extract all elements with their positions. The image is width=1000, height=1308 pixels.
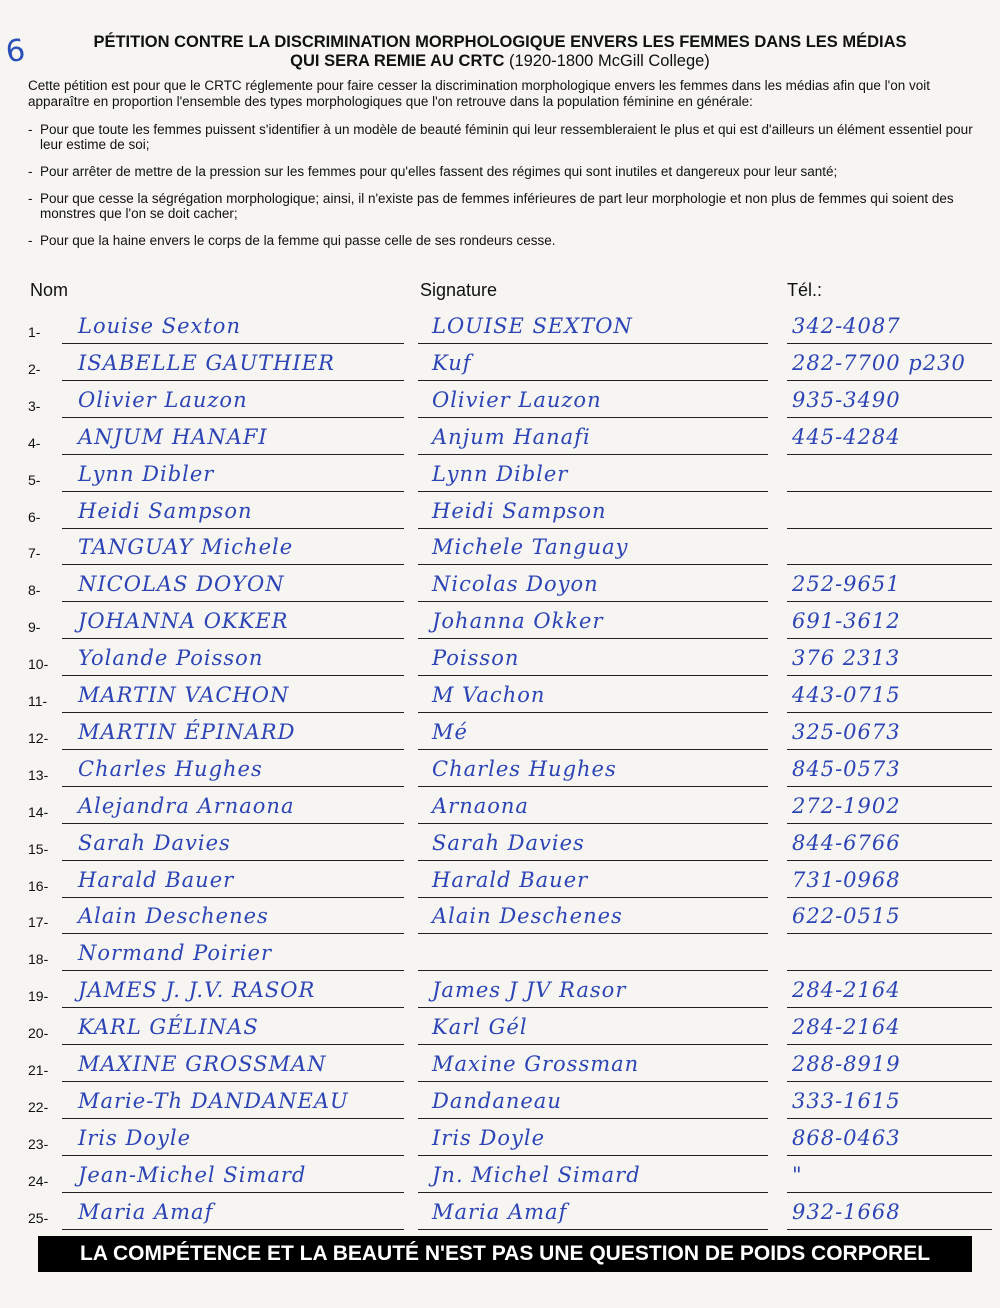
table-row: [0, 423, 1000, 460]
phone-line: [787, 712, 992, 713]
table-row: [0, 718, 1000, 755]
row-number: 3-: [28, 397, 41, 414]
name-line: [62, 897, 404, 898]
handwritten-name: ANJUM HANAFI: [78, 424, 268, 449]
row-number: 19-: [28, 988, 49, 1005]
bullet-item: - Pour arrêter de mettre de la pression sur les femmes pour qu'elles fassent des régimes qui sont inutiles et dangereux pour leur santé;: [28, 164, 978, 179]
table-row: [0, 755, 1000, 792]
table-row: [0, 1161, 1000, 1198]
phone-line: [787, 343, 992, 344]
handwritten-phone: 288-8919: [792, 1052, 901, 1076]
phone-line: [787, 601, 992, 602]
signature-line: [418, 1118, 768, 1119]
handwritten-signature: Charles Hughes: [432, 756, 617, 781]
name-line: [62, 454, 404, 455]
handwritten-signature: M Vachon: [432, 683, 546, 707]
handwritten-signature: James J JV Rasor: [432, 978, 627, 1003]
name-line: [62, 1044, 404, 1045]
signature-line: [418, 860, 768, 861]
name-line: [62, 601, 404, 602]
name-line: [62, 786, 404, 787]
handwritten-name: MAXINE GROSSMAN: [78, 1052, 327, 1076]
signature-line: [418, 454, 768, 455]
handwritten-name: Alejandra Arnaona: [78, 793, 295, 818]
phone-line: [787, 1229, 992, 1230]
table-row: [0, 976, 1000, 1013]
handwritten-name: Maria Amaf: [78, 1199, 214, 1224]
signature-line: [418, 564, 768, 565]
name-line: [62, 860, 404, 861]
name-line: [62, 1081, 404, 1082]
handwritten-signature: Anjum Hanafi: [432, 424, 591, 449]
handwritten-phone: 252-9651: [792, 572, 901, 597]
row-number: 13-: [28, 766, 49, 783]
handwritten-signature: Sarah Davies: [432, 830, 585, 855]
row-number: 17-: [28, 914, 49, 931]
signature-line: [418, 970, 768, 971]
signature-line: [418, 1192, 768, 1193]
handwritten-phone: 376 2313: [792, 646, 901, 671]
row-number: 20-: [28, 1025, 49, 1042]
handwritten-phone: 342-4087: [792, 314, 901, 338]
table-row: [0, 1013, 1000, 1050]
handwritten-name: MARTIN ÉPINARD: [78, 719, 296, 744]
row-number: 25-: [28, 1209, 49, 1226]
handwritten-name: JOHANNA OKKER: [78, 609, 289, 634]
table-row: [0, 497, 1000, 534]
table-row: [0, 644, 1000, 681]
name-line: [62, 1118, 404, 1119]
handwritten-phone: 272-1902: [792, 793, 901, 818]
handwritten-name: JAMES J. J.V. RASOR: [78, 978, 316, 1003]
name-line: [62, 712, 404, 713]
handwritten-signature: Heidi Sampson: [432, 498, 607, 523]
row-number: 22-: [28, 1098, 49, 1115]
handwritten-phone: 333-1615: [792, 1088, 901, 1113]
table-row: [0, 386, 1000, 423]
handwritten-signature: Karl Gél: [432, 1015, 528, 1040]
row-number: 21-: [28, 1062, 49, 1078]
phone-line: [787, 1081, 992, 1082]
header-signature: Signature: [420, 280, 498, 300]
signature-line: [418, 491, 768, 492]
signature-line: [418, 1155, 768, 1156]
table-row: [0, 1050, 1000, 1087]
table-row: [0, 681, 1000, 718]
row-number: 11-: [28, 693, 48, 709]
handwritten-name: MARTIN VACHON: [78, 683, 290, 707]
signature-line: [418, 1007, 768, 1008]
phone-line: [787, 380, 992, 381]
table-row: [0, 792, 1000, 829]
signature-line: [418, 343, 768, 344]
signature-line: [418, 601, 768, 602]
handwritten-name: Louise Sexton: [78, 314, 241, 338]
phone-line: [787, 823, 992, 824]
signature-line: [418, 417, 768, 418]
handwritten-signature: Arnaona: [432, 793, 529, 818]
phone-line: [787, 528, 992, 529]
table-row: [0, 902, 1000, 939]
handwritten-phone: 731-0968: [792, 867, 901, 892]
phone-line: [787, 860, 992, 861]
handwritten-signature: Jn. Michel Simard: [432, 1162, 641, 1187]
handwritten-signature: Nicolas Doyon: [432, 572, 599, 597]
handwritten-name: Olivier Lauzon: [78, 387, 248, 412]
row-number: 24-: [28, 1172, 49, 1189]
name-line: [62, 823, 404, 824]
phone-line: [787, 1155, 992, 1156]
handwritten-phone: 868-0463: [792, 1125, 901, 1150]
handwritten-signature: Lynn Dibler: [432, 461, 569, 486]
phone-line: [787, 564, 992, 565]
signature-line: [418, 638, 768, 639]
handwritten-name: Lynn Dibler: [78, 461, 215, 486]
row-number: 6-: [28, 508, 41, 525]
row-number: 9-: [28, 619, 41, 636]
handwritten-phone: 284-2164: [792, 1015, 901, 1040]
title-line-2-bold: QUI SERA REMIE AU CRTC: [290, 52, 505, 70]
signature-line: [418, 675, 768, 676]
table-row: [0, 570, 1000, 607]
page-mark: 6: [3, 32, 28, 71]
row-number: 4-: [28, 434, 41, 451]
handwritten-name: KARL GÉLINAS: [78, 1015, 259, 1040]
phone-line: [787, 933, 992, 934]
title-line-2: [20, 52, 980, 71]
signature-line: [418, 1229, 768, 1230]
name-line: [62, 343, 404, 344]
header-tel: Tél.:: [787, 280, 823, 300]
bullet-item: - Pour que cesse la ségrégation morphologique; ainsi, il n'existe pas de femmes inférieures de part leur morphologie et non plus de femmes qui soient des monstres que l'on se doit cacher;: [28, 191, 978, 221]
row-number: 18-: [28, 951, 49, 968]
handwritten-signature: Alain Deschenes: [432, 904, 623, 929]
phone-line: [787, 1192, 992, 1193]
handwritten-name: Charles Hughes: [78, 756, 263, 781]
row-number: 14-: [28, 803, 49, 820]
footer-banner: LA COMPÉTENCE ET LA BEAUTÉ N'EST PAS UNE QUESTION DE POIDS CORPOREL: [38, 1236, 972, 1272]
phone-line: [787, 454, 992, 455]
name-line: [62, 528, 404, 529]
bullet-item: - Pour que toute les femmes puissent s'identifier à un modèle de beauté féminin qui leur ressembleraient le plus et qui est d'ailleurs un élément essentiel pour leur estime de soi;: [28, 122, 978, 152]
handwritten-name: ISABELLE GAUTHIER: [78, 350, 335, 375]
name-line: [62, 417, 404, 418]
handwritten-signature: Mé: [432, 719, 468, 744]
phone-line: [787, 970, 992, 971]
name-line: [62, 1192, 404, 1193]
name-line: [62, 1007, 404, 1008]
handwritten-signature: Maxine Grossman: [432, 1052, 640, 1076]
row-number: 12-: [28, 729, 49, 746]
handwritten-name: Alain Deschenes: [78, 904, 269, 929]
table-row: [0, 866, 1000, 903]
table-row: [0, 312, 1000, 349]
handwritten-name: Marie-Th DANDANEAU: [78, 1088, 349, 1113]
phone-line: [787, 675, 992, 676]
phone-line: [787, 1007, 992, 1008]
table-row: [0, 349, 1000, 386]
name-line: [62, 638, 404, 639]
signature-line: [418, 933, 768, 934]
bullet-item: - Pour que la haine envers le corps de la femme qui passe celle de ses rondeurs cesse.: [28, 233, 978, 248]
handwritten-name: Heidi Sampson: [78, 498, 253, 523]
name-line: [62, 933, 404, 934]
petition-title: [20, 33, 980, 71]
signature-line: [418, 897, 768, 898]
title-line-2-address: (1920-1800 McGill College): [504, 52, 710, 70]
table-row: [0, 607, 1000, 644]
handwritten-signature: Harald Bauer: [432, 867, 589, 892]
row-number: 5-: [28, 471, 41, 488]
handwritten-name: Iris Doyle: [78, 1125, 191, 1150]
row-number: 10-: [28, 656, 49, 673]
name-line: [62, 970, 404, 971]
phone-line: [787, 1044, 992, 1045]
signature-line: [418, 380, 768, 381]
petition-bullets: [28, 122, 978, 260]
signature-line: [418, 528, 768, 529]
handwritten-name: Harald Bauer: [78, 867, 235, 892]
handwritten-signature: Kuf: [432, 350, 472, 375]
table-row: [0, 1124, 1000, 1161]
handwritten-phone: ": [792, 1162, 803, 1187]
handwritten-phone: 844-6766: [792, 830, 901, 855]
phone-line: [787, 417, 992, 418]
handwritten-name: Yolande Poisson: [78, 646, 264, 671]
phone-line: [787, 786, 992, 787]
table-row: [0, 939, 1000, 976]
table-row: [0, 829, 1000, 866]
name-line: [62, 675, 404, 676]
name-line: [62, 564, 404, 565]
signature-line: [418, 749, 768, 750]
header-name: Nom: [30, 280, 69, 300]
row-number: 7-: [28, 545, 41, 562]
handwritten-signature: LOUISE SEXTON: [432, 314, 633, 338]
phone-line: [787, 638, 992, 639]
petition-intro: Cette pétition est pour que le CRTC réglemente pour faire cesser la discrimination morphologique envers les femmes dans les médias afin que l'on voit apparaître en proportion l'ensemble des types morphologiques que l'on retrouve dans la population féminine en générale:: [28, 78, 931, 109]
handwritten-name: Sarah Davies: [78, 830, 231, 855]
row-number: 1-: [28, 324, 41, 340]
phone-line: [787, 491, 992, 492]
handwritten-phone: 691-3612: [792, 609, 901, 634]
phone-line: [787, 897, 992, 898]
name-line: [62, 380, 404, 381]
table-row: [0, 533, 1000, 570]
table-row: [0, 460, 1000, 497]
handwritten-phone: 935-3490: [792, 387, 901, 412]
handwritten-name: Jean-Michel Simard: [78, 1162, 307, 1187]
handwritten-phone: 284-2164: [792, 978, 901, 1003]
handwritten-signature: Iris Doyle: [432, 1125, 545, 1150]
name-line: [62, 1155, 404, 1156]
row-number: 23-: [28, 1135, 49, 1152]
handwritten-phone: 622-0515: [792, 904, 901, 929]
signature-line: [418, 1081, 768, 1082]
name-line: [62, 749, 404, 750]
row-number: 2-: [28, 360, 41, 377]
signature-line: [418, 1044, 768, 1045]
handwritten-phone: 932-1668: [792, 1199, 901, 1224]
handwritten-signature: Maria Amaf: [432, 1199, 568, 1224]
table-row: [0, 1198, 1000, 1235]
handwritten-phone: 282-7700 p230: [792, 350, 966, 375]
handwritten-signature: Michele Tanguay: [432, 535, 629, 560]
handwritten-signature: Olivier Lauzon: [432, 387, 602, 412]
row-number: 15-: [28, 840, 49, 857]
signature-line: [418, 823, 768, 824]
handwritten-phone: 443-0715: [792, 683, 901, 707]
handwritten-phone: 325-0673: [792, 719, 901, 744]
phone-line: [787, 749, 992, 750]
handwritten-phone: 445-4284: [792, 424, 901, 449]
signature-line: [418, 712, 768, 713]
handwritten-name: NICOLAS DOYON: [78, 572, 285, 597]
table-row: [0, 1087, 1000, 1124]
handwritten-name: TANGUAY Michele: [78, 535, 294, 560]
name-line: [62, 1229, 404, 1230]
handwritten-signature: Poisson: [432, 646, 520, 671]
row-number: 16-: [28, 877, 49, 894]
handwritten-signature: Dandaneau: [432, 1088, 562, 1113]
handwritten-phone: 845-0573: [792, 756, 901, 781]
name-line: [62, 491, 404, 492]
row-number: 8-: [28, 582, 41, 599]
handwritten-name: Normand Poirier: [78, 941, 272, 966]
title-line-1: PÉTITION CONTRE LA DISCRIMINATION MORPHOLOGIQUE ENVERS LES FEMMES DANS LES MÉDIAS: [93, 33, 907, 51]
phone-line: [787, 1118, 992, 1119]
signature-line: [418, 786, 768, 787]
handwritten-signature: Johanna Okker: [432, 609, 604, 634]
